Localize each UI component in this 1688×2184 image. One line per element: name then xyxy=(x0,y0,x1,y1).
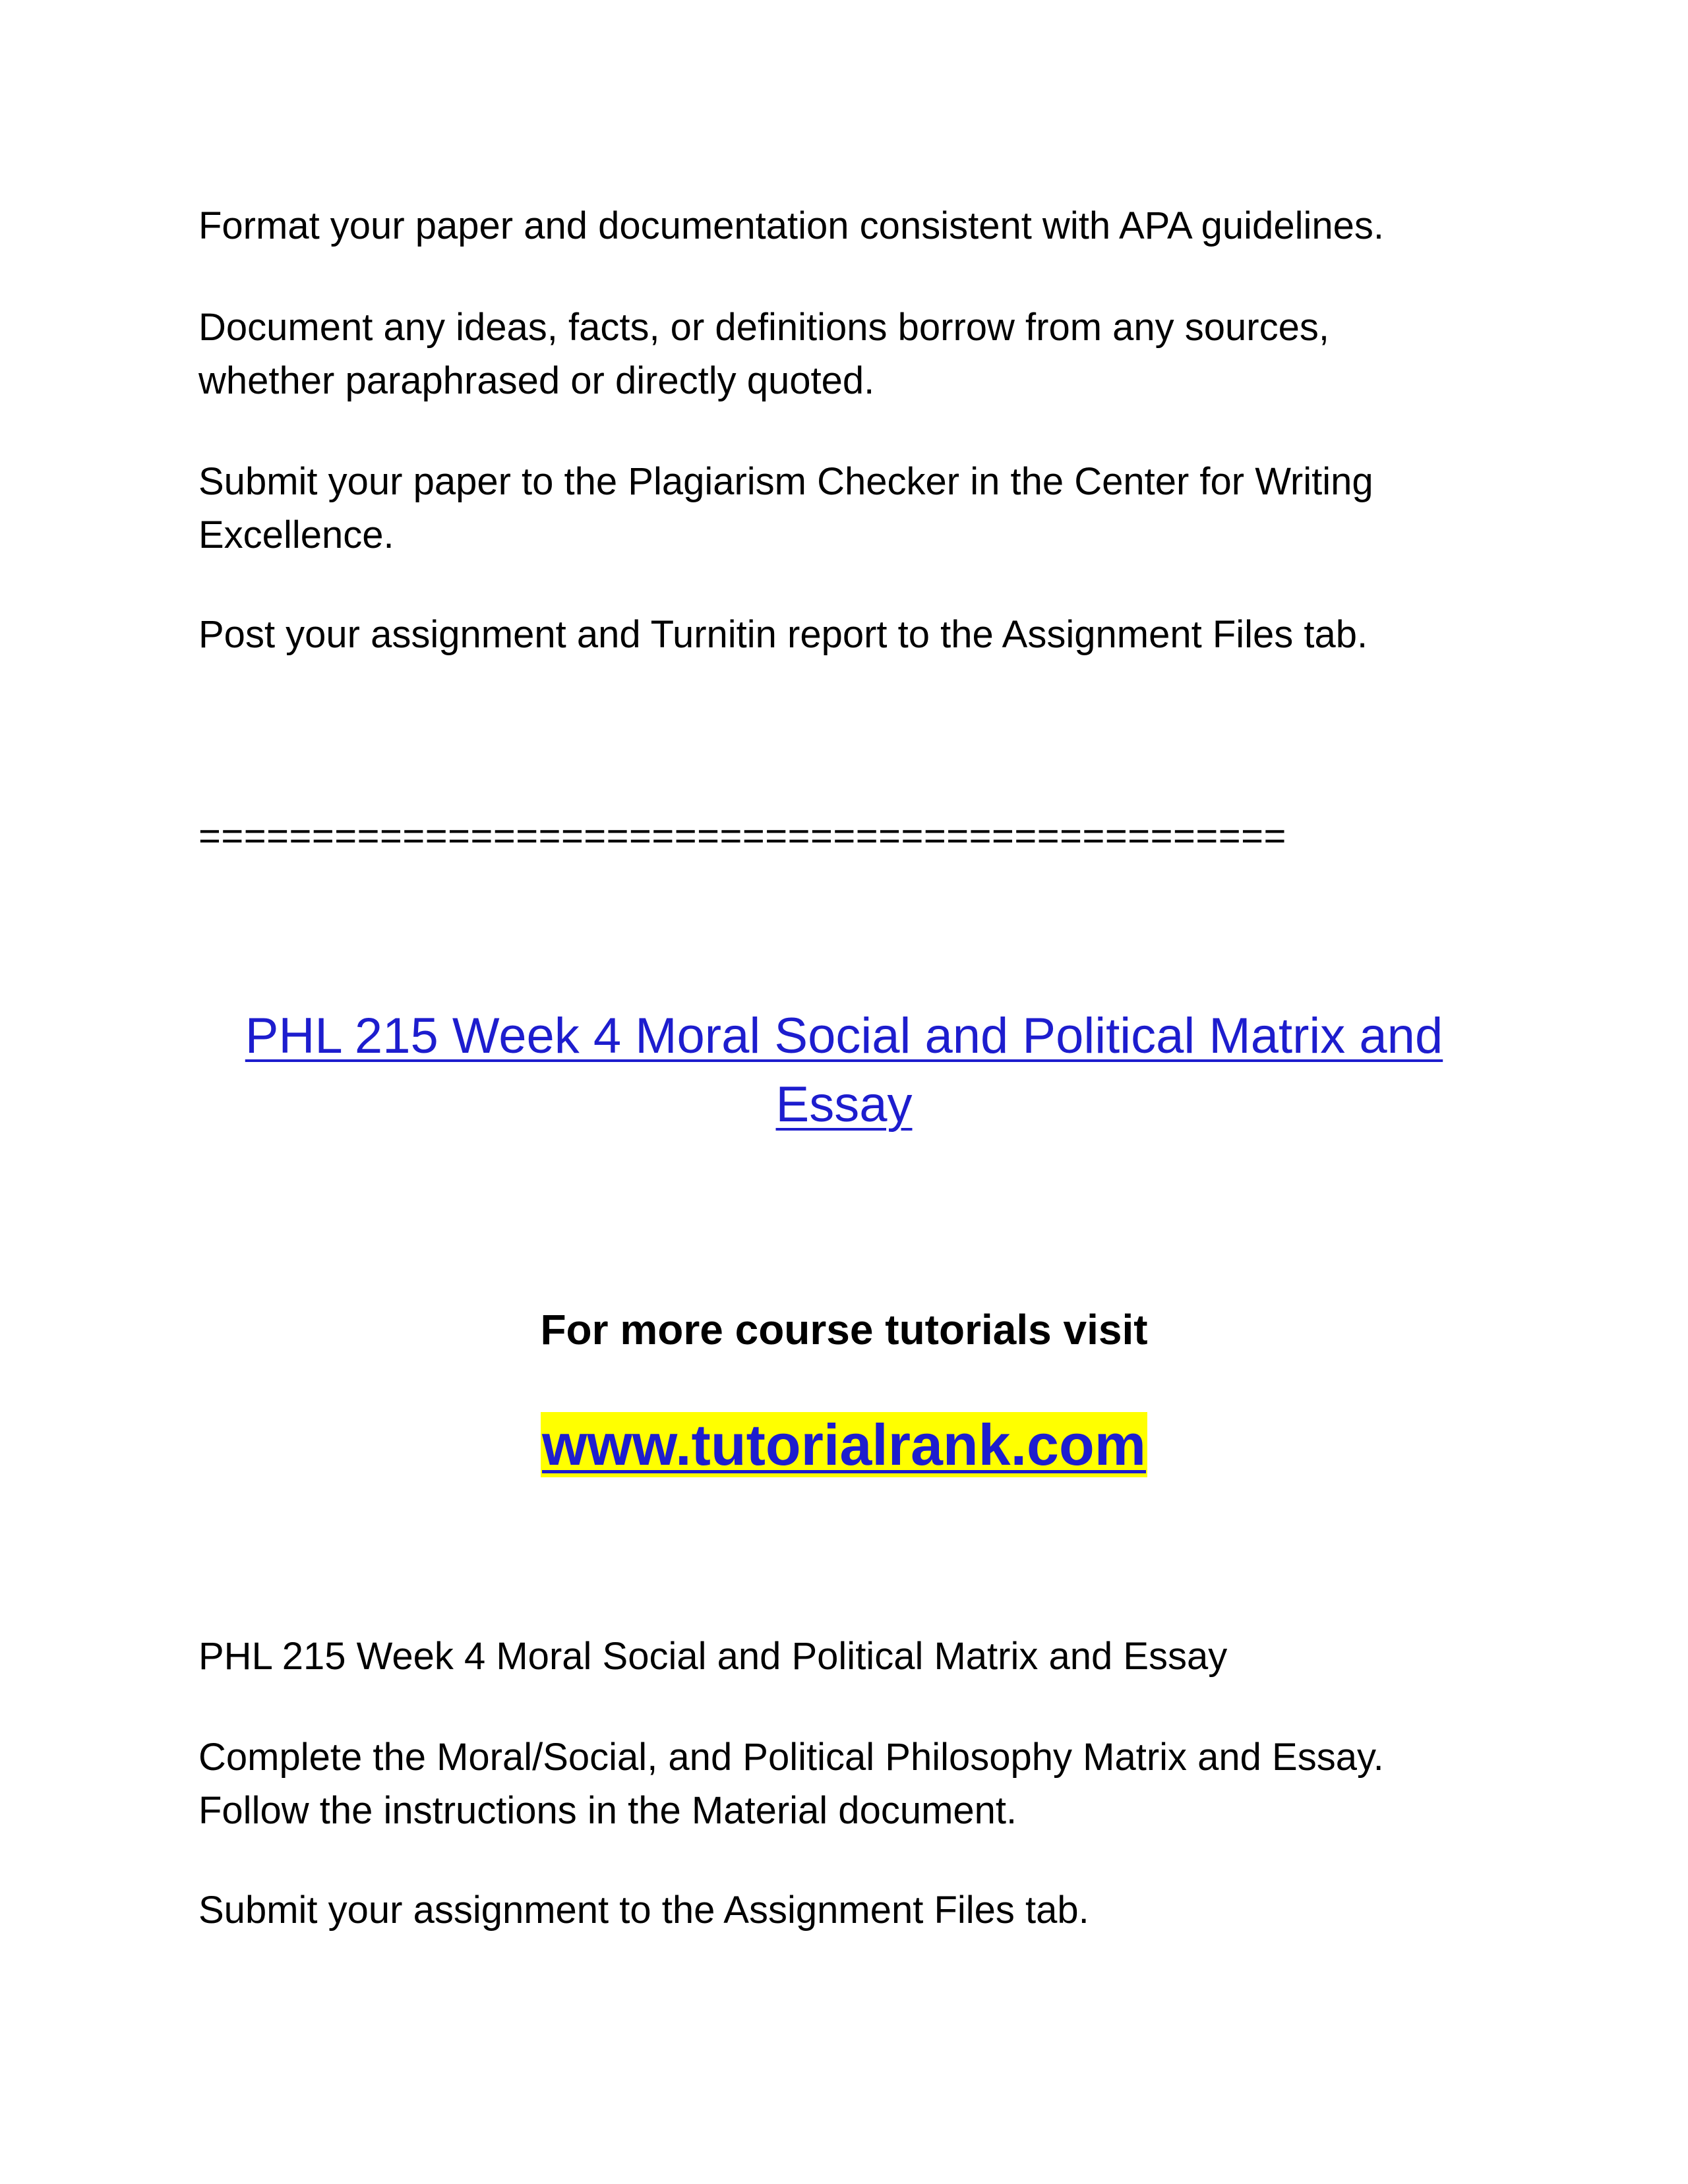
paragraph-line: Excellence. xyxy=(198,514,394,556)
course-title-line-2: Essay xyxy=(775,1077,913,1133)
course-title-link-block xyxy=(0,1002,1688,1139)
paragraph-line: Submit your assignment to the Assignment Files tab. xyxy=(198,1889,1089,1932)
paragraph-line: Post your assignment and Turnitin report to the Assignment Files tab. xyxy=(198,613,1368,656)
separator-line: ================================================ xyxy=(198,815,1286,858)
course-title-line-1: PHL 215 Week 4 Moral Social and Political Matrix and xyxy=(245,1008,1443,1064)
paragraph-post-assignment xyxy=(198,608,1544,661)
website-link-block xyxy=(0,1405,1688,1485)
paragraph-course-heading xyxy=(198,1630,1544,1683)
paragraph-complete-matrix xyxy=(198,1730,1544,1837)
promo-heading: For more course tutorials visit xyxy=(540,1306,1148,1353)
paragraph-plagiarism-checker xyxy=(198,455,1544,562)
paragraph-submit-assignment xyxy=(198,1883,1544,1937)
paragraph-line: Format your paper and documentation consistent with APA guidelines. xyxy=(198,204,1384,247)
paragraph-line: whether paraphrased or directly quoted. xyxy=(198,359,875,402)
paragraph-line: PHL 215 Week 4 Moral Social and Political Matrix and Essay xyxy=(198,1635,1228,1678)
paragraph-line: Follow the instructions in the Material document. xyxy=(198,1789,1017,1832)
paragraph-line: Document any ideas, facts, or definitions borrow from any sources, xyxy=(198,306,1329,349)
paragraph-line: Submit your paper to the Plagiarism Checker in the Center for Writing xyxy=(198,460,1373,503)
paragraph-line: Complete the Moral/Social, and Political Philosophy Matrix and Essay. xyxy=(198,1736,1384,1779)
paragraph-apa-format xyxy=(198,199,1544,252)
paragraph-document-sources xyxy=(198,301,1544,407)
website-link[interactable]: www.tutorialrank.com xyxy=(541,1412,1146,1477)
course-title-link[interactable] xyxy=(245,1008,1443,1133)
